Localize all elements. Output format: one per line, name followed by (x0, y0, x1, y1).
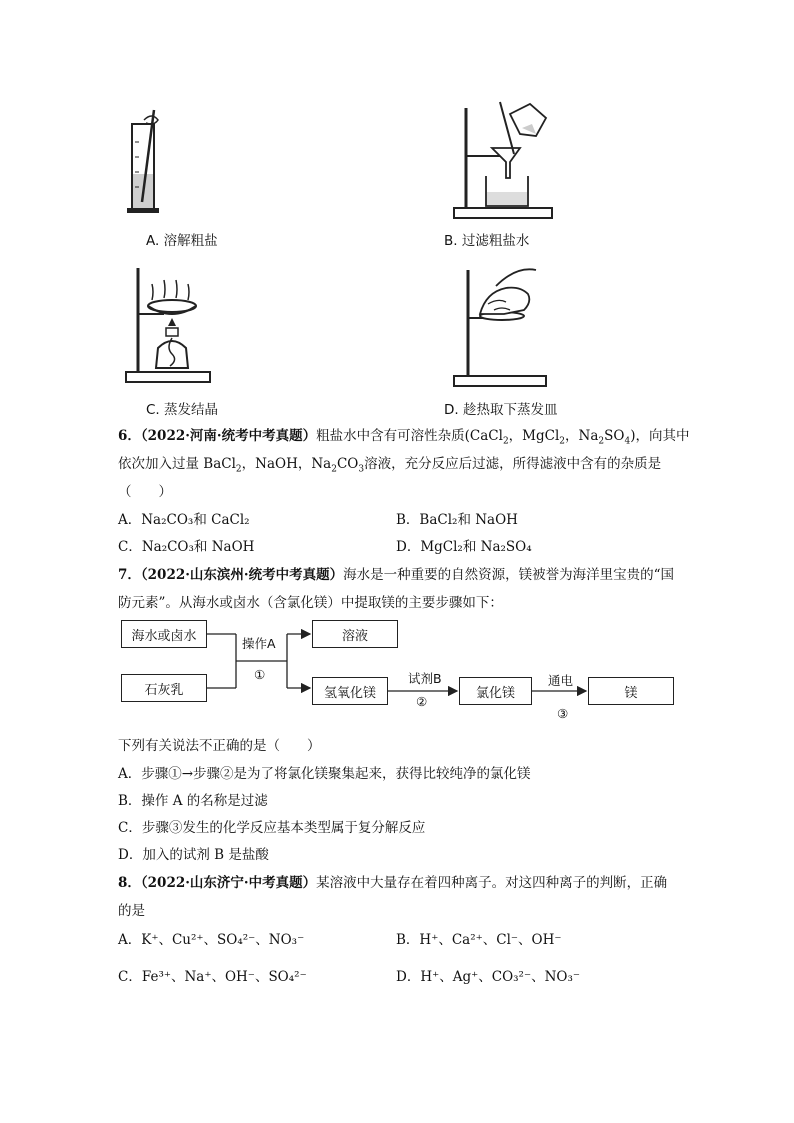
q7-stem: 海水是一种重要的自然资源，镁被誉为海洋里宝贵的“国 (343, 567, 675, 583)
q6-line2: 依次加入过量 BaCl$_2$，NaOH，$Na_2CO_3$溶液，充分反应后过滤，所得滤液中含有的杂质是 (118, 456, 662, 475)
q6-stem: )，向其中 (630, 428, 690, 444)
q6-option-d[interactable]: D．MgCl₂和 Na₂SO₄ (396, 539, 532, 555)
q6-option-c[interactable]: C．Na₂CO₃和 NaOH (118, 539, 255, 555)
q6-stem: 依次加入过量 BaCl (118, 456, 236, 472)
q7-source: （2022·山东滨州·统考中考真题） (140, 567, 344, 583)
q6-line1: 6．（2022·河南·统考中考真题）粗盐水中含有可溶性杂质(CaCl$_2$，MgCl$_2$，$Na_2SO_4$)，向其中 (118, 428, 690, 447)
q7-option-c[interactable]: C．步骤③发生的化学反应基本类型属于复分解反应 (118, 820, 426, 836)
q6-source: （2022·河南·统考中考真题） (140, 428, 317, 444)
q6-stem: CO (336, 456, 359, 472)
figure-b-caption: B. 过滤粗盐水 (444, 233, 530, 249)
figure-a-caption: A. 溶解粗盐 (146, 233, 218, 249)
flow-label-step1: ① (254, 667, 266, 682)
flow-box-solution: 溶液 (312, 620, 398, 648)
q6-stem: 粗盐水中含有可溶性杂质(CaCl (316, 428, 503, 444)
q6-option-a[interactable]: A．Na₂CO₃和 CaCl₂ (118, 512, 250, 528)
q7-option-a[interactable]: A．步骤①→步骤②是为了将氯化镁聚集起来，获得比较纯净的氯化镁 (118, 766, 531, 782)
flow-label-step3: ③ (557, 706, 569, 721)
q8-source: （2022·山东济宁·中考真题） (140, 875, 317, 891)
q6-option-b[interactable]: B．BaCl₂和 NaOH (396, 512, 518, 528)
q8-number: 8． (118, 875, 141, 891)
q6-stem: 溶液，充分反应后过滤，所得滤液中含有的杂质是 (364, 456, 662, 472)
q8-stem: 某溶液中大量存在着四种离子。对这四种离子的判断，正确 (316, 875, 668, 891)
flow-box-mg-chloride: 氯化镁 (459, 677, 532, 705)
q8-line1 (118, 873, 667, 893)
flow-box-magnesium: 镁 (588, 677, 674, 705)
q8-option-c[interactable]: C．Fe³⁺、Na⁺、OH⁻、SO₄²⁻ (118, 969, 307, 985)
q8-option-b[interactable]: B．H⁺、Ca²⁺、Cl⁻、OH⁻ (396, 932, 562, 948)
flow-label-op-a: 操作A (242, 636, 276, 651)
q7-option-b[interactable]: B．操作 A 的名称是过滤 (118, 793, 268, 809)
q6-stem: ，MgCl (508, 428, 560, 444)
figure-d-caption: D. 趁热取下蒸发皿 (444, 402, 558, 418)
flow-label-electrolysis: 通电 (548, 673, 574, 688)
q7-option-d[interactable]: D．加入的试剂 B 是盐酸 (118, 847, 269, 863)
q6-stem: ，Na (565, 428, 599, 444)
q8-option-a[interactable]: A．K⁺、Cu²⁺、SO₄²⁻、NO₃⁻ (118, 932, 305, 948)
q6-blank: （ ） (118, 484, 172, 500)
flow-box-lime: 石灰乳 (121, 674, 207, 702)
flow-box-mg-hydroxide: 氢氧化镁 (312, 677, 388, 705)
q8-option-d[interactable]: D．H⁺、Ag⁺、CO₃²⁻、NO₃⁻ (396, 969, 581, 985)
q7-line2: 防元素”。从海水或卤水（含氯化镁）中提取镁的主要步骤如下： (118, 595, 503, 611)
q8-line2: 的是 (118, 903, 145, 919)
q6-number: 6． (118, 428, 141, 444)
q7-question: 下列有关说法不正确的是（ ） (118, 738, 321, 754)
flow-label-reagent-b: 试剂B (408, 671, 442, 686)
flow-box-seawater: 海水或卤水 (121, 620, 207, 648)
flow-label-step2: ② (416, 694, 428, 709)
figure-c-caption: C. 蒸发结晶 (146, 402, 219, 418)
q6-stem: ，NaOH，Na (241, 456, 332, 472)
q7-number: 7． (118, 567, 141, 583)
q6-stem: SO (604, 428, 625, 444)
